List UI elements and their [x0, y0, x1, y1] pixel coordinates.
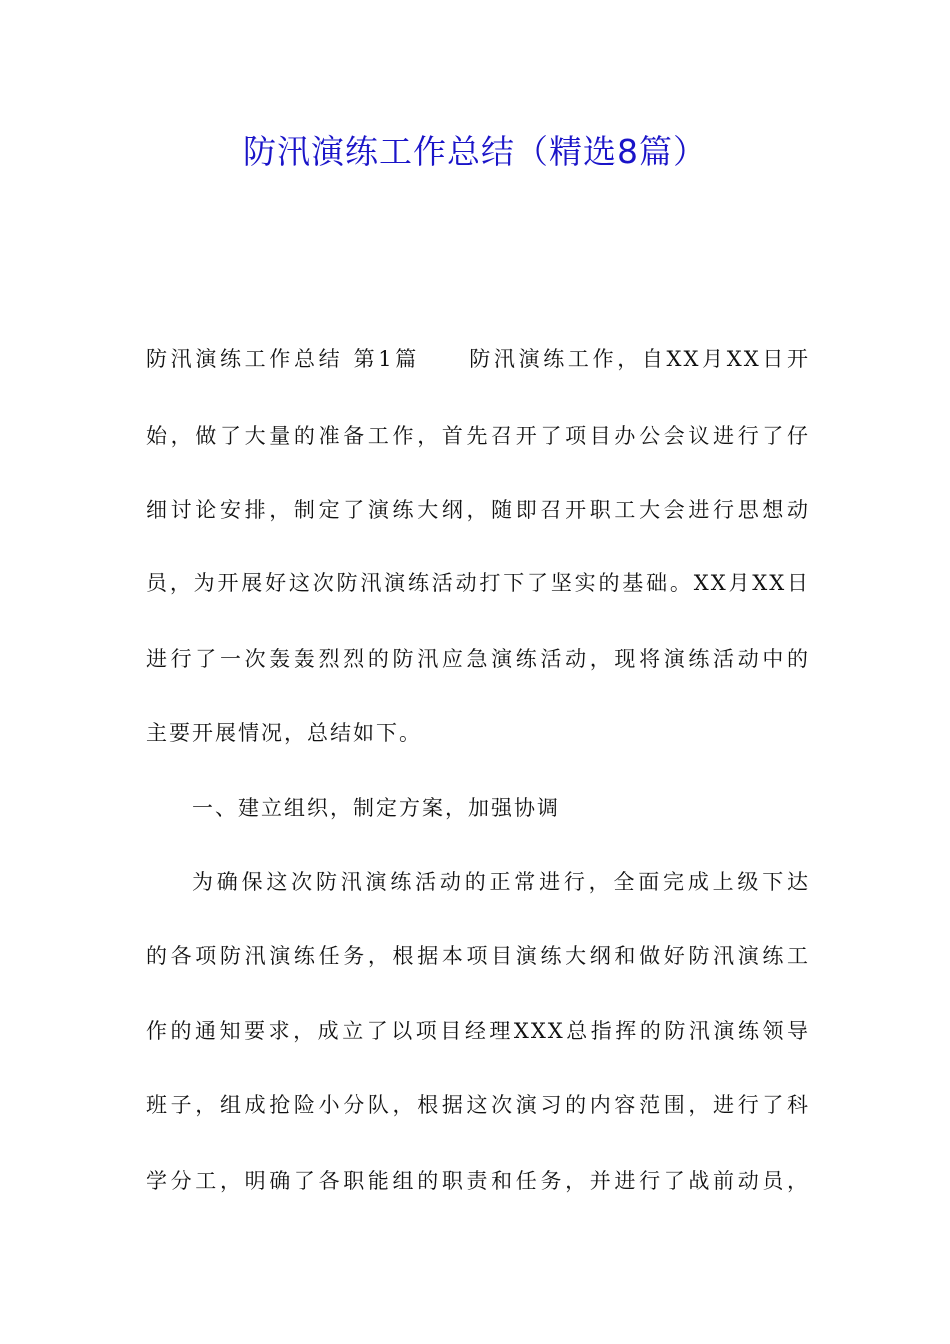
paragraph-line: 进行了一次轰轰烈烈的防汛应急演练活动，现将演练活动中的 [146, 647, 810, 671]
paragraph-line: 员，为开展好这次防汛演练活动打下了坚实的基础。XX月XX日 [146, 571, 810, 595]
paragraph-line: 主要开展情况，总结如下。 [146, 721, 422, 745]
section-heading: 一、建立组织，制定方案，加强协调 [192, 796, 560, 820]
paragraph-line: 班子，组成抢险小分队，根据这次演习的内容范围，进行了科 [146, 1093, 810, 1117]
document-title: 防汛演练工作总结（精选8篇） [243, 132, 707, 171]
paragraph-line: 为确保这次防汛演练活动的正常进行，全面完成上级下达 [192, 870, 810, 894]
paragraph-line: 的各项防汛演练任务，根据本项目演练大纲和做好防汛演练工 [146, 944, 810, 968]
paragraph-line: 始，做了大量的准备工作，首先召开了项目办公会议进行了仔 [146, 424, 810, 448]
paragraph-line: 学分工，明确了各职能组的职责和任务，并进行了战前动员， [146, 1169, 810, 1193]
paragraph-line: 防汛演练工作总结 第1篇 防汛演练工作，自XX月XX日开 [146, 347, 810, 371]
paragraph-line: 作的通知要求，成立了以项目经理XXX总指挥的防汛演练领导 [146, 1019, 810, 1043]
paragraph-line: 细讨论安排，制定了演练大纲，随即召开职工大会进行思想动 [146, 498, 810, 522]
